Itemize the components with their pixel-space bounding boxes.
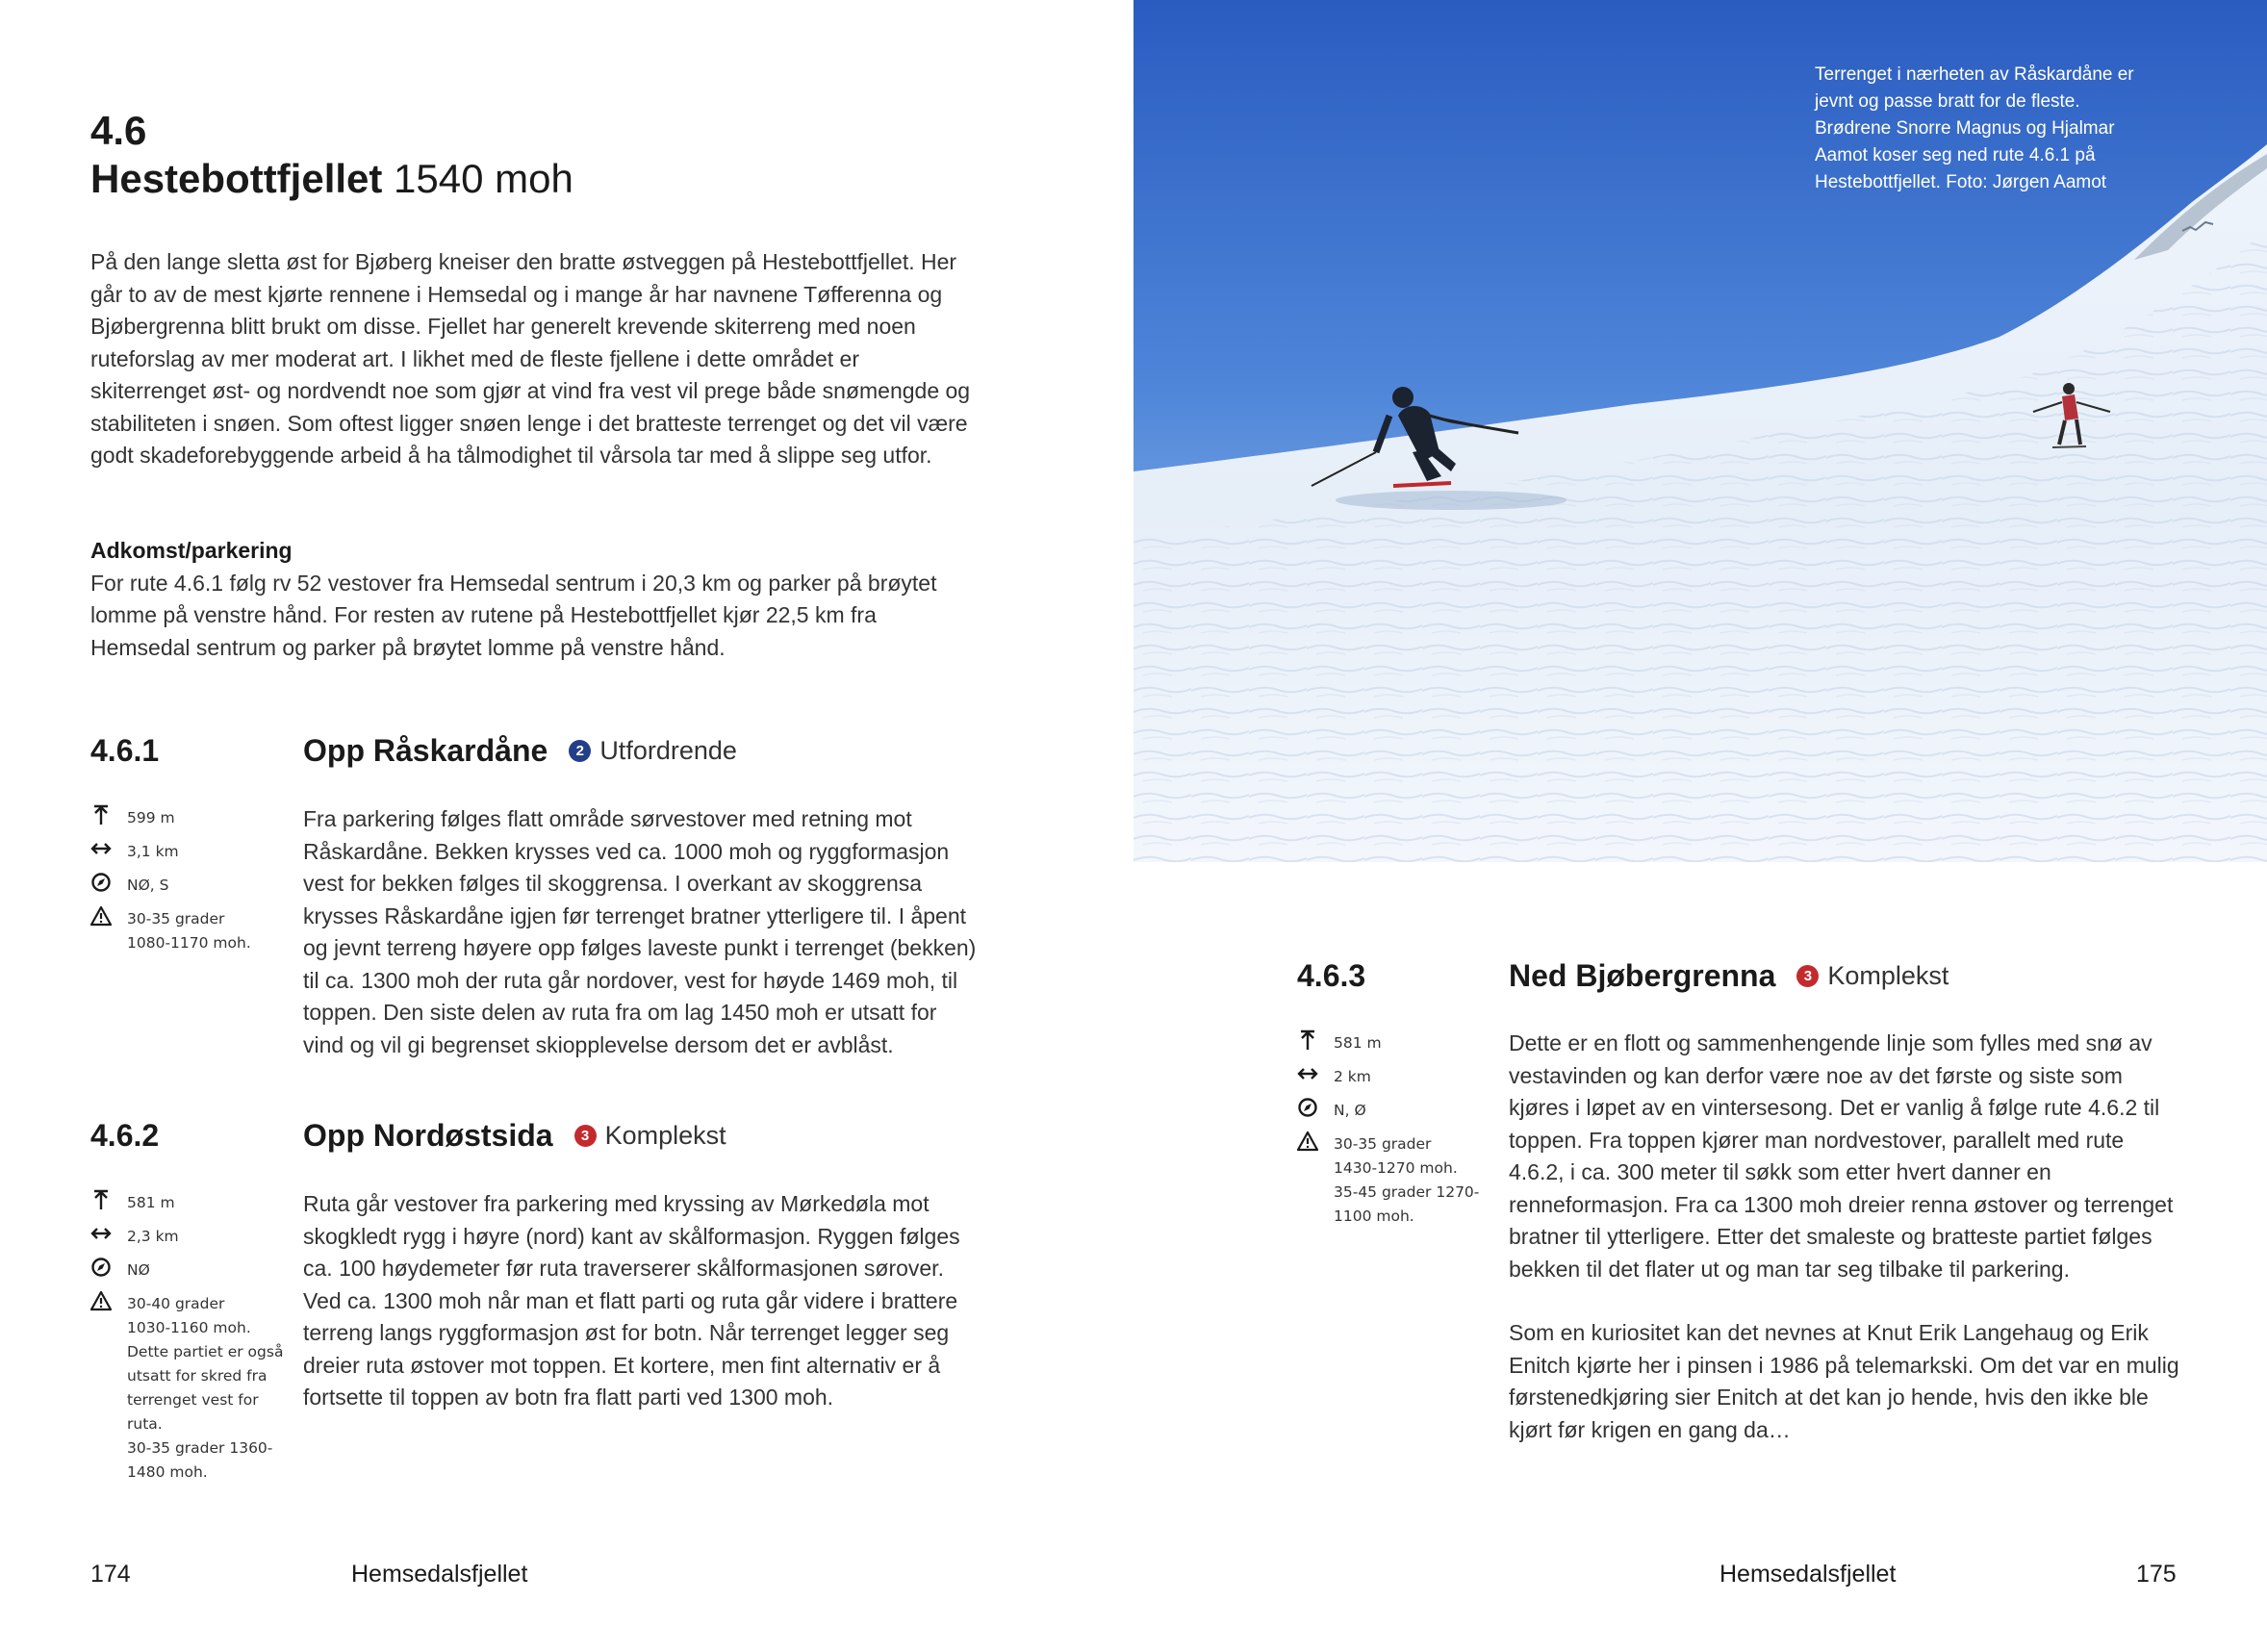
route-stats xyxy=(90,806,283,965)
difficulty-label: Utfordrende xyxy=(599,736,737,765)
intro-text: På den lange sletta øst for Bjøberg kneiser den bratte østveggen på Hestebottfjellet. Her går to av de mest kjørte rennene i Hemsedal og i mange år har navnene Tøfferenna og Bjøbergrenna blitt brukt om disse. Fjellet har generelt krevende skiterreng med noen ruteforslag av mer moderat art. I likhet med de fleste fjellene i dette området er skiterrenget øst- og nordvendt noe som gjør at vind fra vest vil prege både snømengde og stabiliteten i snøen. Som oftest ligger snøen lenge i det bratteste terrenget og det vil være godt skadeforebyggende arbeid å ha tålmodighet til vårsola tar med å slippe seg utfor. xyxy=(90,249,971,468)
stat-steepness xyxy=(90,1292,283,1485)
stat-distance xyxy=(1297,1065,1490,1089)
stat-distance xyxy=(90,1225,283,1249)
route-number: 4.6.2 xyxy=(90,1118,160,1153)
stat-ascent xyxy=(1297,1031,1490,1055)
ascent-arrow-icon xyxy=(90,1189,112,1210)
route-text: Dette er en flott og sammenhengende linje som fylles med snø av vestavinden og kan derfor være noe av det første og siste som kjøres i løpet av en vintersesong. Det er vanlig å følge rute 4.6.2 til toppen. Fra toppen kjører man nordvestover, parallelt med rute 4.6.2, i ca. 300 meter til søkk som etter hvert danner en renneformasjon. Fra ca 1300 moh dreier renna østover og terrenget bratner til ytterligere. Etter det smaleste og bratteste partiet følges bekken til det flater ut og man tar seg tilbake til parkering. xyxy=(1509,1030,2174,1282)
aspect-value: NØ xyxy=(127,1261,150,1279)
ascent-value: 599 m xyxy=(127,809,175,826)
difficulty-badge: 2 xyxy=(569,740,591,762)
photo-caption: Terrenget i nærheten av Råskardåne er jevnt og passe bratt for de fleste. Brødrene Snorre Magnus og Hjalmar Aamot koser seg ned rute 4.6.1 på Hestebottfjellet. Foto: Jørgen Aamot xyxy=(1815,64,2134,192)
stat-steepness xyxy=(90,907,283,955)
steepness-value xyxy=(1334,1132,1479,1229)
warning-triangle-icon xyxy=(90,1290,112,1311)
compass-icon xyxy=(1297,1097,1318,1118)
steepness-line: 1100 moh. xyxy=(1334,1207,1414,1225)
stat-aspect xyxy=(90,1258,283,1283)
compass-icon xyxy=(90,872,112,893)
distance-arrows-icon xyxy=(90,1223,112,1244)
route-number: 4.6.3 xyxy=(1297,958,1366,993)
difficulty-badge: 3 xyxy=(1796,965,1819,987)
steepness-line: 1080-1170 moh. xyxy=(127,934,251,952)
stat-distance xyxy=(90,840,283,864)
running-title-left: Hemsedalsfjellet xyxy=(351,1561,528,1588)
aspect-value: NØ, S xyxy=(127,877,169,894)
steepness-line: 35-45 grader 1270- xyxy=(1334,1183,1480,1201)
route-number: 4.6.1 xyxy=(90,733,160,768)
difficulty-label: Komplekst xyxy=(604,1121,726,1150)
steepness-line: terrenget vest for xyxy=(127,1391,259,1409)
section-number: 4.6 xyxy=(90,108,147,153)
mountain-elevation: 1540 moh xyxy=(394,156,573,201)
route-description xyxy=(303,1188,977,1414)
running-title-right: Hemsedalsfjellet xyxy=(1719,1561,1897,1588)
distance-value: 2 km xyxy=(1334,1068,1371,1085)
aspect-value: N, Ø xyxy=(1334,1102,1366,1119)
page-number-left: 174 xyxy=(90,1561,131,1588)
stat-ascent xyxy=(90,1191,283,1215)
route-anecdote: Som en kuriositet kan det nevnes at Knut Erik Langehaug og Erik Enitch kjørte her i pinsen i 1986 på telemarkski. Om det var en mulig førstenedkjøring sier Enitch at det kan jo hende, hvis den ikke ble kjørt før krigen en gang da… xyxy=(1509,1320,2179,1442)
route-text: Ruta går vestover fra parkering med kryssing av Mørkedøla mot skogkledt rygg i høyre (nord) kant av skålformasjon. Ryggen følges ca. 100 høydemeter før ruta traverserer skålformasjonen sørover. Ved ca. 1300 moh når man et flatt parti og ruta går videre i brattere terreng langs ryggformasjon øst for botn. Når terrenget legger seg dreier ruta østover mot toppen. Et kortere, men fint alternativ er å fortsette til toppen av botn fra flatt parti ved 1300 moh. xyxy=(303,1191,960,1410)
intro-paragraph xyxy=(90,246,976,472)
ascent-arrow-icon xyxy=(1297,1029,1318,1051)
ascent-arrow-icon xyxy=(90,804,112,826)
route-title xyxy=(303,1118,726,1154)
access-heading: Adkomst/parkering xyxy=(90,538,293,563)
steepness-line: 1480 moh. xyxy=(127,1463,208,1481)
access-text: For rute 4.6.1 følg rv 52 vestover fra Hemsedal sentrum i 20,3 km og parker på brøytet lomme på venstre hånd. For resten av rutene på Hestebottfjellet kjør 22,5 km fra Hemsedal sentrum og parker på brøytet lomme på venstre hånd. xyxy=(90,570,937,660)
mountain-name: Hestebottfjellet xyxy=(90,156,383,201)
distance-value: 2,3 km xyxy=(127,1228,179,1245)
ascent-value: 581 m xyxy=(127,1194,175,1211)
difficulty-label: Komplekst xyxy=(1827,961,1949,990)
steepness-line: Dette partiet er også xyxy=(127,1343,284,1360)
access-block xyxy=(90,535,976,664)
distance-arrows-icon xyxy=(90,838,112,859)
section-title xyxy=(90,156,573,202)
route-name: Ned Bjøbergrenna xyxy=(1509,958,1776,993)
page-number-right: 175 xyxy=(2136,1561,2177,1588)
route-name: Opp Nordøstsida xyxy=(303,1118,553,1153)
steepness-line: utsatt for skred fra xyxy=(127,1367,267,1385)
steepness-line: 30-35 grader xyxy=(127,910,225,928)
route-stats xyxy=(1297,1031,1490,1238)
steepness-value xyxy=(127,907,251,955)
steepness-line: 1430-1270 moh. xyxy=(1334,1159,1458,1177)
warning-triangle-icon xyxy=(90,905,112,927)
route-name: Opp Råskardåne xyxy=(303,733,548,768)
difficulty-badge: 3 xyxy=(574,1125,597,1147)
steepness-line: 1030-1160 moh. xyxy=(127,1319,251,1336)
route-description xyxy=(303,803,977,1061)
steepness-line: 30-35 grader 1360- xyxy=(127,1439,273,1457)
stat-aspect xyxy=(1297,1099,1490,1123)
stat-aspect xyxy=(90,874,283,898)
compass-icon xyxy=(90,1257,112,1278)
steepness-line: ruta. xyxy=(127,1415,163,1433)
steepness-line: 30-40 grader xyxy=(127,1295,225,1312)
stat-steepness xyxy=(1297,1132,1490,1229)
steepness-line: 30-35 grader xyxy=(1334,1135,1432,1153)
stat-ascent xyxy=(90,806,283,830)
steepness-value xyxy=(127,1292,283,1485)
ascent-value: 581 m xyxy=(1334,1034,1382,1052)
route-title xyxy=(1509,958,1949,994)
distance-arrows-icon xyxy=(1297,1063,1318,1084)
warning-triangle-icon xyxy=(1297,1131,1318,1152)
route-title xyxy=(303,733,737,769)
route-stats xyxy=(90,1191,283,1494)
distance-value: 3,1 km xyxy=(127,843,179,860)
route-description xyxy=(1509,1028,2182,1446)
route-text: Fra parkering følges flatt område sørvestover med retning mot Råskardåne. Bekken krysses ved ca. 1000 moh og ryggformasjon vest for bekken følges til skoggrensa. I overkant av skoggrensa krysses Råskardåne igjen før terrenget bratner ytterligere til. I åpent og jevnt terreng høyere opp følges laveste punkt i terrenget (bekken) til ca. 1300 moh der ruta går nordover, vest for høyde 1469 moh, til toppen. Den siste delen av ruta fra om lag 1450 moh er utsatt for vind og vil gi begrenset skiopplevelse dersom det er avblåst. xyxy=(303,806,977,1057)
